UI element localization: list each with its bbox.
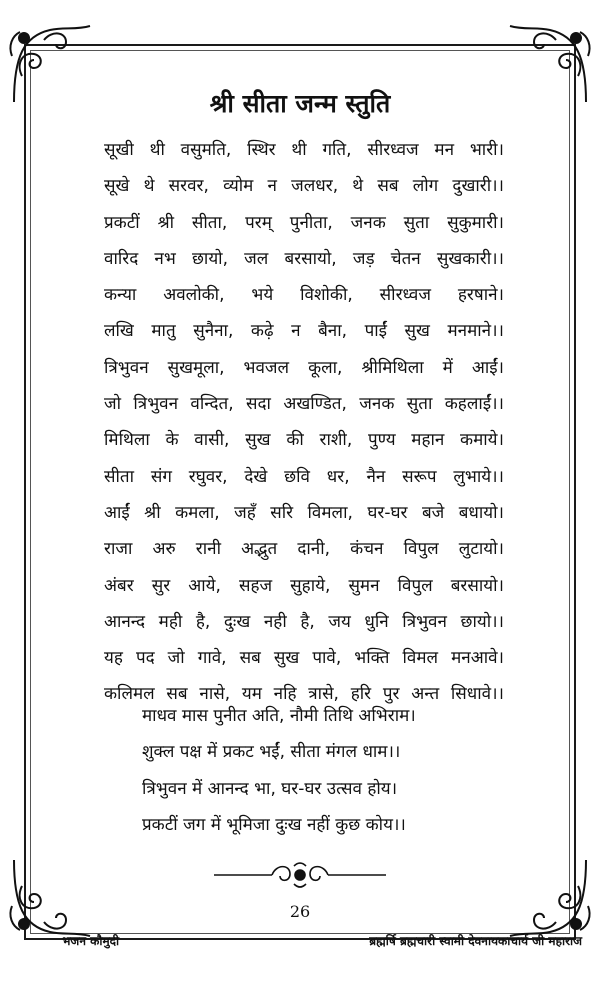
footer-author: ब्रह्मर्षि ब्रह्मचारी स्वामी देवनायकाचार्य जी महाराज	[369, 934, 582, 948]
doha-block	[142, 698, 472, 843]
verse-line: प्रकटीं श्री सीता, परम् पुनीता, जनक सुता सुकुमारी।	[104, 212, 504, 233]
doha-line: त्रिभुवन में आनन्द भा, घर-घर उत्सव होय।	[142, 778, 398, 799]
verse-line: राजा अरु रानी अद्भुत दानी, कंचन विपुल लुटायो।	[104, 539, 504, 560]
verse-line: त्रिभुवन सुखमूला, भवजल कूला, श्रीमिथिला में आईं।	[104, 357, 504, 378]
verse-line: वारिद नभ छायो, जल बरसायो, जड़ चेतन सुखकारी।।	[104, 248, 504, 269]
verse-line: जो त्रिभुवन वन्दित, सदा अखण्डित, जनक सुता कहलाईं।।	[104, 394, 504, 415]
verse-line: कन्या अवलोकी, भये विशोकी, सीरध्वज हरषाने।	[104, 285, 504, 306]
verse-line: अंबर सुर आये, सहज सुहाये, सुमन विपुल बरसायो।	[104, 575, 504, 596]
verse-line: आनन्द मही है, दुःख नही है, जय धुनि त्रिभुवन छायो।।	[104, 611, 504, 632]
verse-line: मिथिला के वासी, सुख की राशी, पुण्य महान कमाये।	[104, 430, 504, 451]
verse-line: यह पद जो गावे, सब सुख पावे, भक्ति विमल मनआवे।	[104, 648, 504, 669]
page-title: श्री सीता जन्म स्तुति	[209, 89, 391, 118]
page-number: 26	[289, 902, 311, 921]
doha-line: शुक्ल पक्ष में प्रकट भईं, सीता मंगल धाम।।	[142, 742, 401, 763]
doha-line: प्रकटीं जग में भूमिजा दुःख नहीं कुछ कोय।।	[142, 814, 406, 835]
verse-line: कलिमल सब नासे, यम नहि त्रासे, हरि पुर अन्त सिधावे।।	[104, 684, 504, 705]
footer-book-title: भजन कौमुदी	[62, 934, 120, 948]
verse-line: सूखी थी वसुमति, स्थिर थी गति, सीरध्वज मन भारी।	[104, 140, 504, 160]
verse-line: आईं श्री कमला, जहँ सरि विमला, घर-घर बजे बधायो।	[104, 502, 504, 523]
verse-line: सीता संग रघुवर, देखे छवि धर, नैन सरूप लुभाये।।	[104, 466, 504, 487]
stuti-verses	[104, 132, 504, 713]
doha-line: माधव मास पुनीत अति, नौमी तिथि अभिराम।	[142, 706, 416, 726]
verse-line: लखि मातु सुनैना, कढ़े न बैना, पाईं सुख मनमाने।।	[104, 321, 504, 342]
verse-line: सूखे थे सरवर, व्योम न जलधर, थे सब लोग दुखारी।।	[104, 176, 504, 197]
divider-ornament-icon	[210, 860, 390, 890]
